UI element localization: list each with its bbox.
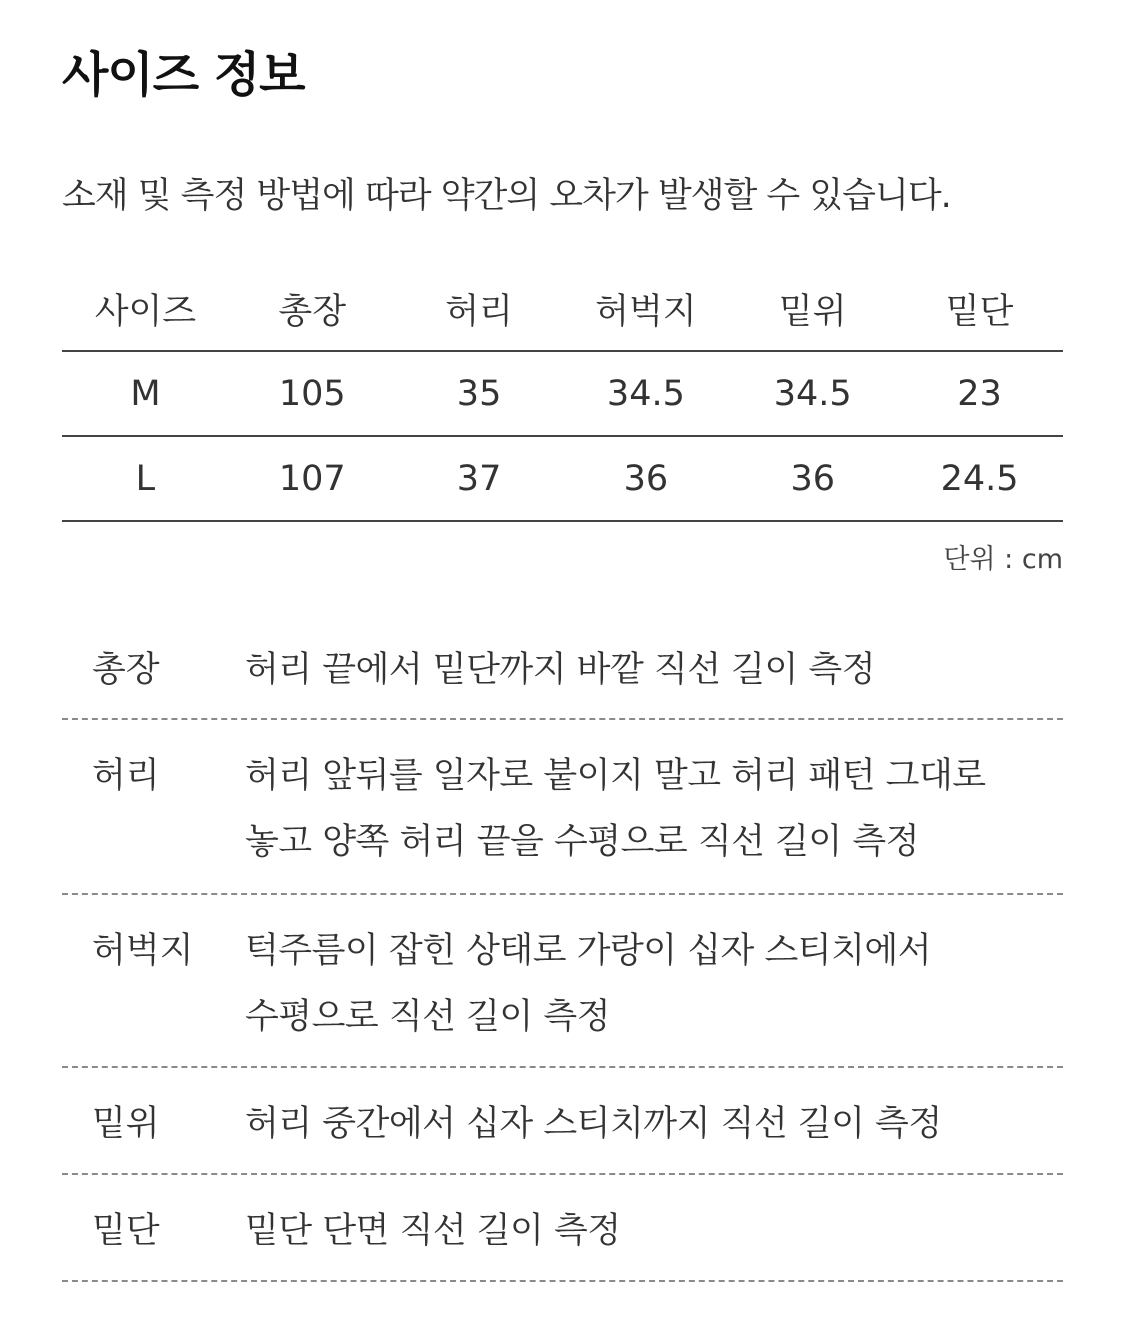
- header-thigh: 허벅지: [595, 292, 697, 332]
- header-rise: 밑위: [778, 292, 847, 332]
- table-cell: 34.5: [606, 373, 685, 414]
- measurement-item-hem: [62, 1173, 1063, 1282]
- measurement-item-thigh: [62, 893, 1063, 1068]
- measurement-label: 허벅지: [92, 931, 194, 971]
- measurement-item-waist: [62, 718, 1063, 895]
- measurement-label: 밑위: [92, 1104, 160, 1144]
- table-row: [62, 352, 1063, 437]
- table-header-row: [62, 268, 1063, 352]
- page-title: 사이즈 정보: [62, 47, 305, 103]
- measurement-description: 놓고 양쪽 허리 끝을 수평으로 직선 길이 측정: [245, 822, 919, 862]
- measurement-label: 밑단: [92, 1211, 160, 1251]
- measurement-description: 밑단 단면 직선 길이 측정: [245, 1211, 621, 1251]
- table-cell: 107: [278, 458, 346, 499]
- table-cell: 34.5: [773, 373, 852, 414]
- header-total-length: 총장: [278, 292, 347, 332]
- header-size: 사이즈: [94, 292, 197, 332]
- unit-label: 단위 : cm: [943, 544, 1063, 575]
- measurement-item-rise: [62, 1066, 1063, 1175]
- table-cell: 37: [456, 458, 502, 499]
- measurement-description: 턱주름이 잡힌 상태로 가랑이 십자 스티치에서: [245, 931, 932, 971]
- measurement-notice: 소재 및 측정 방법에 따라 약간의 오차가 발생할 수 있습니다.: [62, 176, 951, 216]
- table-row: [62, 437, 1063, 522]
- measurement-description: 허리 끝에서 밑단까지 바깥 직선 길이 측정: [245, 650, 876, 690]
- header-hem: 밑단: [945, 292, 1014, 332]
- table-cell: M: [130, 373, 161, 414]
- table-cell: 24.5: [940, 458, 1019, 499]
- measurement-label: 허리: [92, 756, 160, 796]
- table-cell: 105: [278, 373, 346, 414]
- measurement-description: 허리 앞뒤를 일자로 붙이지 말고 허리 패턴 그대로: [245, 756, 986, 796]
- measurement-description: 허리 중간에서 십자 스티치까지 직선 길이 측정: [245, 1104, 942, 1144]
- table-cell: L: [135, 458, 156, 499]
- table-cell: 35: [456, 373, 502, 414]
- table-cell: 36: [790, 458, 835, 499]
- measurement-description: 수평으로 직선 길이 측정: [245, 997, 610, 1037]
- measurement-label: 총장: [92, 650, 160, 690]
- measurement-item-total-length: [62, 612, 1063, 720]
- header-waist: 허리: [445, 292, 513, 332]
- table-cell: 23: [957, 373, 1002, 414]
- table-cell: 36: [623, 458, 669, 499]
- size-table: [62, 268, 1063, 522]
